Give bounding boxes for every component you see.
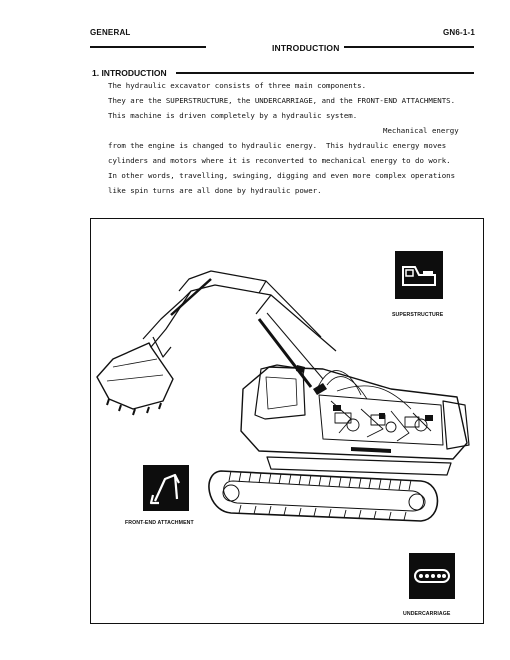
header-rule-left — [90, 46, 206, 48]
front-attachment-badge — [143, 465, 189, 511]
undercarriage-label: UNDERCARRIAGE — [403, 611, 451, 617]
body-line-7: In other words, travelling, swinging, digging and even more complex operations — [108, 171, 456, 180]
boom-upper — [179, 271, 321, 337]
section-heading: 1. INTRODUCTION — [92, 68, 167, 78]
body-line-4: Mechanical energy — [383, 126, 459, 135]
undercarriage-badge — [409, 553, 455, 599]
section-rule — [176, 72, 474, 74]
superstructure-label: SUPERSTRUCTURE — [392, 312, 444, 318]
body-line-5: from the engine is changed to hydraulic energy. This hydraulic energy moves — [108, 141, 447, 150]
superstructure-badge — [395, 251, 443, 299]
undercarriage-icon — [409, 553, 455, 599]
body-line-8: like spin turns are all done by hydraulic power. — [108, 186, 322, 195]
front-attachment-icon — [143, 465, 189, 511]
body-line-2: They are the SUPERSTRUCTURE, the UNDERCARRIAGE, and the FRONT-END ATTACHMENTS. — [108, 96, 456, 105]
body-line-1: The hydraulic excavator consists of three main components. — [108, 81, 367, 90]
figure-frame — [90, 218, 484, 624]
header-right: GN6-1-1 — [443, 28, 476, 37]
page-title: INTRODUCTION — [272, 43, 340, 53]
body-line-6: cylinders and motors where it is reconverted to mechanical energy to do work. — [108, 156, 451, 165]
front-end-label: FRONT-END ATTACHMENT — [125, 520, 194, 526]
header-left: GENERAL — [90, 28, 131, 37]
body-line-3: This machine is driven completely by a hydraulic system. — [108, 111, 358, 120]
header-rule-right — [344, 46, 474, 48]
superstructure-icon — [395, 251, 443, 299]
boom-lower — [183, 285, 336, 351]
